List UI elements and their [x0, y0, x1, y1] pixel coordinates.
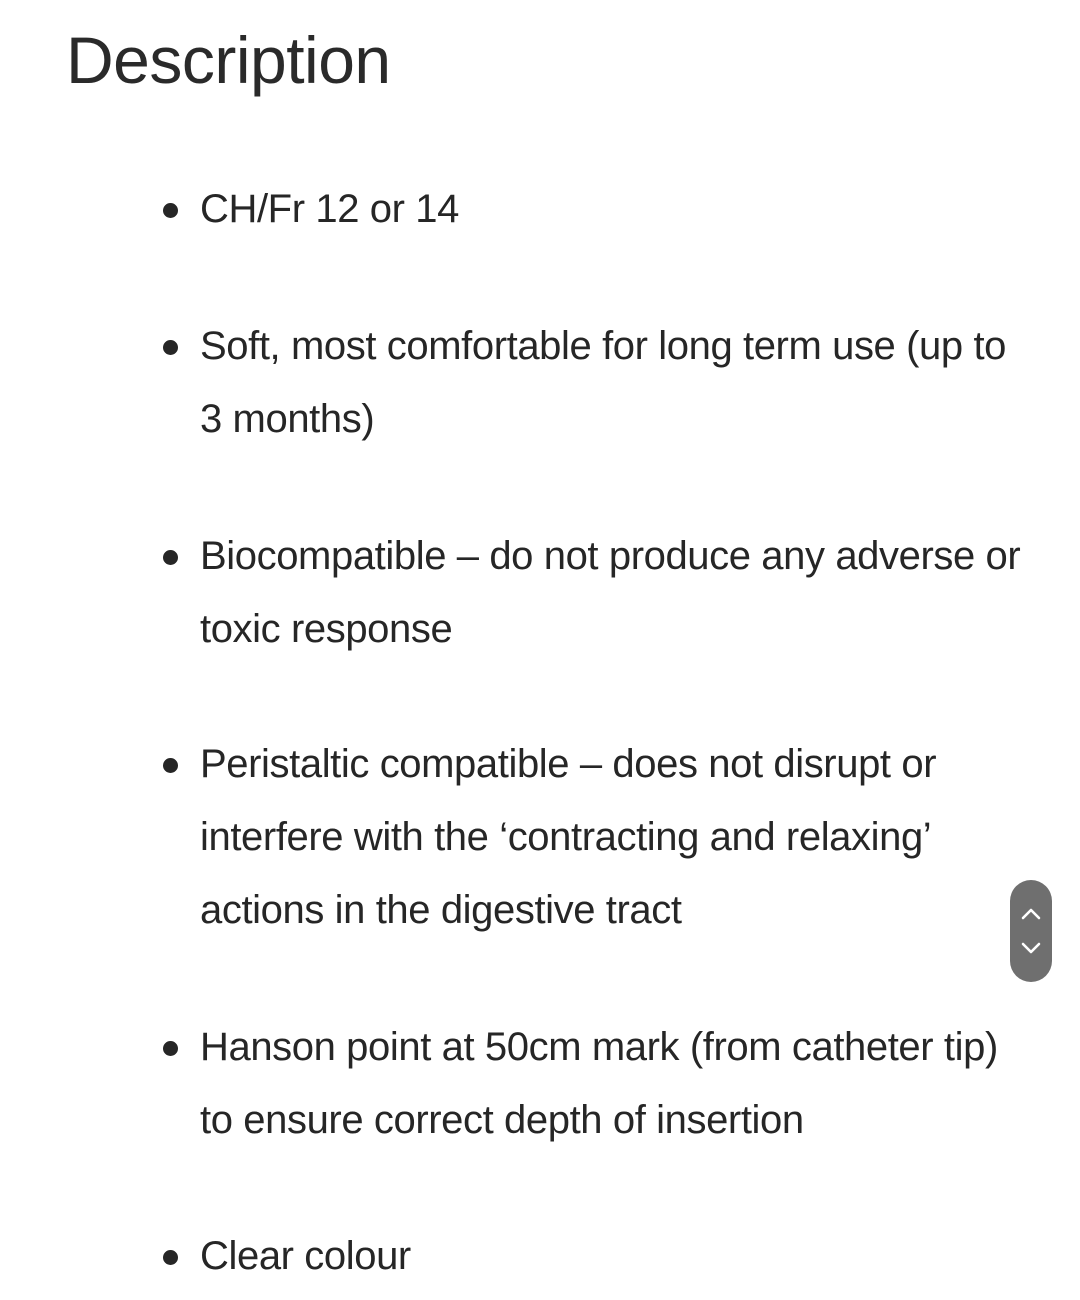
list-item-text: Biocompatible – do not produce any adverse or toxic response: [200, 534, 1021, 651]
page-title: Description: [66, 23, 391, 97]
bullet-icon: [163, 1250, 178, 1265]
list-item: [200, 173, 1030, 246]
list-item-text: CH/Fr 12 or 14: [200, 187, 459, 231]
chevron-down-icon: [1020, 941, 1042, 955]
list-item-text: Clear colour: [200, 1234, 411, 1278]
list-item: [200, 1011, 1030, 1157]
list-item-text: Peristaltic compatible – does not disrupt or interfere with the ‘contracting and relaxing’ actions in the digestive tract: [200, 742, 937, 932]
list-item: [200, 310, 1030, 456]
bullet-icon: [163, 1041, 178, 1056]
scroll-navigation: [1010, 880, 1052, 982]
bullet-icon: [163, 203, 178, 218]
chevron-up-icon: [1020, 907, 1042, 921]
list-item: [200, 728, 1030, 947]
bullet-icon: [163, 340, 178, 355]
scroll-down-button[interactable]: [1010, 928, 1052, 968]
bullet-icon: [163, 550, 178, 565]
bullet-icon: [163, 758, 178, 773]
list-item-text: Hanson point at 50cm mark (from catheter tip) to ensure correct depth of insertion: [200, 1025, 998, 1142]
list-item: [200, 520, 1030, 666]
list-item-text: Soft, most comfortable for long term use (up to 3 months): [200, 324, 1007, 441]
list-item: [200, 1220, 1030, 1293]
